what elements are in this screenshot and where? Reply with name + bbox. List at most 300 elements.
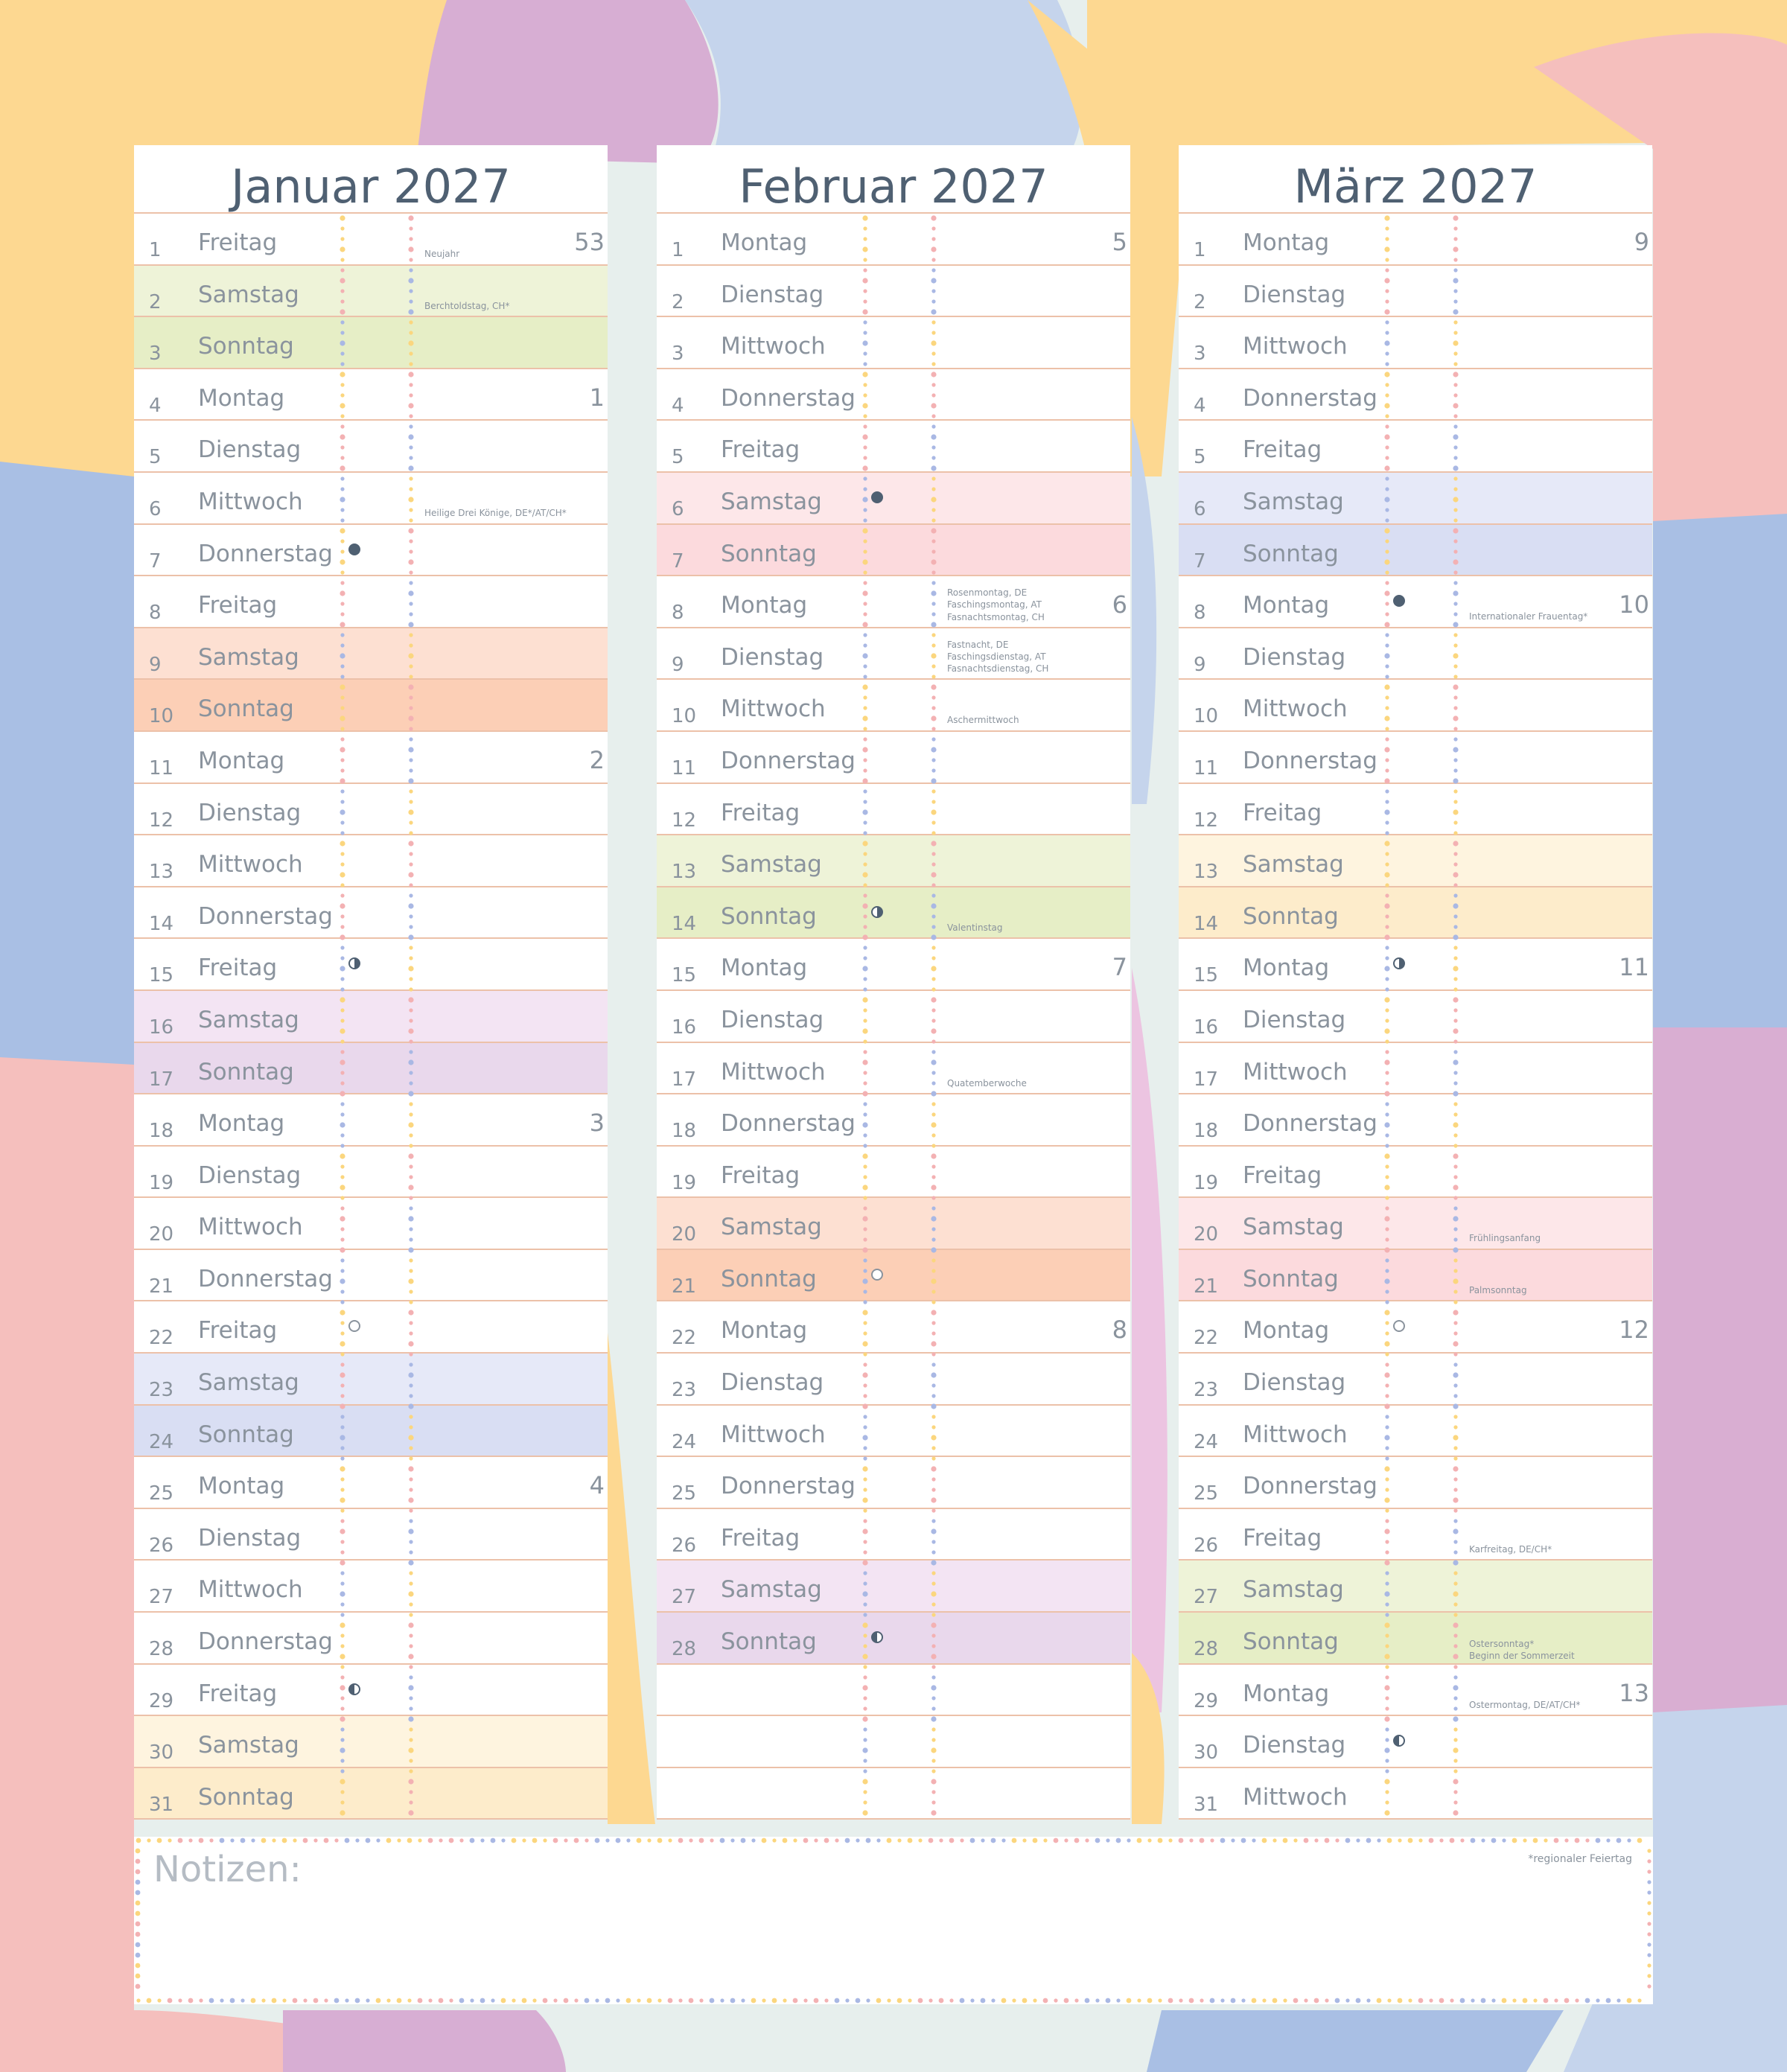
border-dot [1147,1838,1151,1842]
border-dot [1647,1932,1651,1936]
day-row[interactable] [134,1561,608,1613]
day-row[interactable] [657,835,1130,887]
day-row[interactable] [657,473,1130,525]
notes-box[interactable] [134,1837,1653,2004]
border-dot [772,1998,777,2004]
day-row[interactable] [1179,732,1652,784]
day-row[interactable] [657,266,1130,318]
border-dot [1200,1838,1205,1843]
day-row[interactable] [657,784,1130,836]
border-dot [261,1838,267,1843]
border-dot [1398,1838,1401,1842]
border-dot [532,1838,538,1843]
last-moon-icon [1393,1735,1405,1747]
day-row[interactable] [134,1768,608,1820]
border-dot [418,1838,421,1842]
border-dot [584,1998,590,2004]
day-row[interactable] [657,369,1130,421]
border-dot [908,1998,911,2002]
border-dot [1168,1998,1173,2004]
day-number: 4 [149,394,162,417]
border-dot [1627,1838,1631,1842]
day-number: 3 [149,342,162,366]
border-dot [626,1838,630,1842]
border-dot [1158,1838,1163,1843]
border-dot [1647,1901,1651,1904]
border-dot [345,1838,350,1843]
day-row[interactable] [1179,1250,1652,1302]
border-dot [689,1838,692,1842]
border-dot [949,1998,953,2002]
border-dot [1408,1998,1412,2002]
border-dot [616,1838,621,1843]
border-dot [501,1838,505,1842]
weekday-name: Sonntag [198,695,294,723]
day-row[interactable] [1179,939,1652,991]
border-dot [1418,1838,1422,1842]
day-row[interactable] [134,266,608,318]
day-row[interactable] [1179,473,1652,525]
weekday-name: Montag [1243,592,1330,619]
weekday-name: Sonntag [721,540,817,567]
weekday-name: Samstag [1243,1214,1344,1241]
day-number: 9 [1194,653,1206,676]
day-row[interactable] [1179,680,1652,732]
day-row[interactable] [657,1561,1130,1613]
border-dot [251,1838,255,1842]
border-dot [887,1838,892,1843]
day-row[interactable] [657,1094,1130,1147]
border-dot [981,1838,984,1842]
first-moon-icon [1393,957,1405,969]
holiday-label: Ostermontag, DE/AT/CH* [1469,1699,1581,1710]
day-row[interactable] [134,1198,608,1250]
day-row[interactable] [134,1354,608,1406]
border-dot [1647,1984,1651,1988]
day-row[interactable] [1179,1354,1652,1406]
day-number: 10 [672,705,697,728]
border-dot [814,1998,819,2004]
day-row[interactable] [1179,1509,1652,1561]
calendar-week-number: 10 [1619,590,1649,619]
border-dot [605,1998,611,2004]
border-dot [793,1998,798,2004]
border-dot [1262,1998,1266,2002]
day-row[interactable] [134,732,608,784]
day-row[interactable] [134,317,608,369]
day-row[interactable] [657,887,1130,940]
day-row[interactable] [657,1301,1130,1354]
day-row[interactable] [134,939,608,991]
day-row[interactable] [657,1768,1130,1820]
day-number: 11 [1194,756,1219,780]
day-row[interactable] [1179,1716,1652,1768]
day-row[interactable] [134,1406,608,1458]
border-dot [574,1998,578,2002]
day-row[interactable] [1179,628,1652,680]
border-dot [887,1998,891,2002]
day-number: 17 [672,1068,697,1091]
day-row[interactable] [1179,421,1652,473]
holiday-label: Valentinstag [947,922,1003,933]
border-dot [1377,1838,1380,1842]
border-dot [407,1998,411,2002]
border-dot [1325,1998,1328,2002]
day-number: 1 [672,239,684,261]
day-row[interactable] [134,369,608,421]
day-row[interactable] [1179,1301,1652,1354]
border-dot [366,1998,369,2002]
border-dot [647,1838,651,1842]
day-number: 16 [149,1016,174,1039]
border-dot [762,1838,767,1843]
day-row[interactable] [1179,317,1652,369]
day-row[interactable] [657,1457,1130,1509]
border-dot [1168,1838,1172,1842]
holiday-label: Rosenmontag, DE Faschingsmontag, AT Fasnachtsmontag, CH [947,587,1045,622]
day-row[interactable] [134,784,608,836]
border-dot [1241,1998,1245,2002]
border-dot [1471,1998,1474,2002]
day-number: 28 [149,1638,174,1661]
weekday-name: Freitag [1243,436,1322,464]
border-dot [1283,1998,1287,2002]
border-dot [1647,1869,1651,1873]
day-row[interactable] [134,680,608,732]
weekday-name: Donnerstag [1243,1110,1377,1138]
day-row[interactable] [134,628,608,680]
day-row[interactable] [657,317,1130,369]
day-number: 9 [672,653,684,676]
border-dot [1179,1998,1182,2002]
day-row[interactable] [657,1665,1130,1717]
day-number: 8 [1194,602,1206,625]
day-list [134,214,608,1820]
border-dot [783,1998,786,2002]
day-number: 15 [149,964,174,987]
day-row[interactable] [1179,1561,1652,1613]
border-dot [1272,1998,1278,2004]
day-row[interactable] [1179,369,1652,421]
notes-dotted-border [134,1837,1653,2004]
day-row[interactable] [1179,1094,1652,1147]
border-dot [918,1838,922,1842]
border-dot [1575,1998,1579,2002]
calendar-week-number: 3 [589,1109,605,1138]
day-row[interactable] [657,1716,1130,1768]
weekday-name: Freitag [198,954,278,982]
border-dot [1220,1998,1224,2002]
border-dot [897,1838,901,1842]
day-number: 7 [149,549,162,573]
border-dot [741,1838,746,1843]
border-dot [710,1838,713,1842]
day-row[interactable] [1179,835,1652,887]
weekday-name: Dienstag [1243,1369,1346,1397]
day-row[interactable] [657,525,1130,577]
border-dot [762,1998,765,2002]
day-row[interactable] [1179,266,1652,318]
day-row[interactable] [657,1147,1130,1199]
border-dot [1575,1838,1580,1843]
day-number: 13 [149,861,174,884]
border-dot [1418,1998,1424,2004]
day-row[interactable] [657,1354,1130,1406]
weekday-name: Freitag [1243,1161,1322,1189]
border-dot [1314,1998,1319,2004]
border-dot [970,1998,974,2002]
border-dot [136,1932,141,1937]
border-dot [1283,1838,1288,1843]
border-dot [928,1998,932,2002]
first-moon-icon [348,957,360,969]
day-row[interactable] [1179,525,1652,577]
border-dot [1033,1838,1038,1843]
weekday-name: Mittwoch [721,1421,826,1448]
full-moon-icon [871,1269,883,1281]
border-dot [1304,1838,1309,1843]
day-number: 20 [672,1223,697,1246]
border-dot [136,1901,141,1906]
border-dot [866,1838,871,1843]
border-dot [366,1838,371,1843]
day-row[interactable] [134,473,608,525]
border-dot [241,1998,244,2002]
border-dot [324,1998,328,2002]
weekday-name: Mittwoch [198,851,303,879]
border-dot [428,1998,432,2002]
border-dot [1606,1998,1611,2004]
holiday-label: Neujahr [424,249,460,259]
border-dot [1231,1998,1236,2004]
day-number: 27 [149,1586,174,1609]
day-number: 13 [1194,861,1219,884]
weekday-name: Dienstag [1243,643,1346,671]
border-dot [637,1998,640,2002]
day-number: 14 [149,912,174,935]
border-dot [1064,1838,1068,1842]
weekday-name: Mittwoch [1243,1058,1348,1086]
day-row[interactable] [134,1147,608,1199]
day-row[interactable] [657,1043,1130,1095]
weekday-name: Montag [198,1473,285,1500]
border-dot [1085,1998,1090,2004]
weekday-name: Donnerstag [198,902,333,930]
border-dot [136,1922,141,1927]
border-dot [282,1998,286,2002]
day-row[interactable] [657,1406,1130,1458]
calendar-week-number: 4 [589,1471,605,1500]
day-row[interactable] [1179,214,1652,266]
weekday-name: Samstag [198,1369,299,1397]
day-number: 24 [1194,1430,1219,1453]
weekday-name: Mittwoch [198,1214,303,1241]
border-dot [136,1880,141,1885]
border-dot [1647,1942,1651,1946]
day-number: 19 [149,1171,174,1194]
day-row[interactable] [134,1043,608,1095]
border-dot [1325,1838,1330,1843]
border-dot [1533,1838,1538,1843]
day-row[interactable] [657,1198,1130,1250]
weekday-name: Freitag [721,1524,800,1552]
day-row[interactable] [1179,1457,1652,1509]
border-dot [1512,1998,1516,2002]
border-dot [1293,1998,1299,2004]
day-row[interactable] [134,1509,608,1561]
day-row[interactable] [134,525,608,577]
holiday-label: Quatemberwoche [947,1077,1027,1088]
border-dot [439,1838,442,1842]
border-dot [1335,1998,1340,2004]
weekday-name: Dienstag [198,1524,302,1552]
border-dot [303,1998,307,2002]
day-number: 14 [672,912,697,935]
day-row[interactable] [134,1094,608,1147]
border-dot [313,1838,317,1842]
day-row[interactable] [134,1301,608,1354]
border-dot [699,1838,704,1843]
day-row[interactable] [134,991,608,1043]
day-row[interactable] [657,1613,1130,1665]
day-row[interactable] [1179,1147,1652,1199]
day-row[interactable] [657,732,1130,784]
day-row[interactable] [134,835,608,887]
border-dot [564,1838,567,1842]
weekday-name: Montag [721,954,808,982]
border-dot [261,1998,265,2002]
border-dot [1127,1838,1130,1842]
border-dot [1262,1838,1267,1843]
day-row[interactable] [1179,991,1652,1043]
weekday-name: Dienstag [721,1369,824,1397]
day-number: 4 [1194,394,1206,417]
new-moon-icon [1393,595,1405,607]
border-dot [1241,1838,1246,1843]
border-dot [1533,1998,1537,2002]
day-row[interactable] [134,1716,608,1768]
border-dot [1502,1838,1506,1842]
border-dot [1647,1953,1651,1957]
day-row[interactable] [657,628,1130,680]
day-row[interactable] [1179,576,1652,628]
day-row[interactable] [134,214,608,266]
border-dot [1189,1998,1194,2004]
weekday-name: Freitag [1243,1524,1322,1552]
border-dot [1220,1838,1226,1843]
holiday-label: Ostersonntag* Beginn der Sommerzeit [1469,1639,1575,1662]
day-number: 4 [672,394,684,417]
border-dot [824,1998,828,2002]
day-row[interactable] [657,680,1130,732]
weekday-name: Samstag [721,1576,822,1604]
day-row[interactable] [134,1665,608,1717]
border-dot [376,1998,381,2004]
border-dot [1596,1838,1601,1843]
border-dot [1637,1998,1641,2002]
border-dot [772,1838,776,1842]
day-number: 25 [1194,1482,1219,1505]
border-dot [1231,1838,1235,1842]
day-row[interactable] [657,991,1130,1043]
day-row[interactable] [1179,1665,1652,1717]
border-dot [1272,1838,1276,1842]
border-dot [1627,1998,1632,2004]
day-row[interactable] [134,1613,608,1665]
day-row[interactable] [1179,784,1652,836]
day-row[interactable] [1179,1406,1652,1458]
weekday-name: Samstag [198,1006,299,1033]
day-row[interactable] [657,576,1130,628]
calendar-week-number: 2 [589,745,605,774]
border-dot [334,1998,340,2004]
border-dot [1616,1998,1620,2002]
day-row[interactable] [657,939,1130,991]
day-row[interactable] [657,1250,1130,1302]
weekday-name: Donnerstag [198,1265,333,1292]
day-number: 19 [1194,1171,1219,1194]
border-dot [136,1849,141,1854]
day-row[interactable] [134,1250,608,1302]
border-dot [793,1838,797,1842]
day-row[interactable] [134,1457,608,1509]
day-row[interactable] [134,576,608,628]
border-dot [1523,1838,1526,1842]
border-dot [1314,1838,1318,1842]
border-dot [1398,1998,1403,2004]
day-row[interactable] [1179,1198,1652,1250]
border-dot [605,1838,609,1842]
day-row[interactable] [134,421,608,473]
border-dot [1596,1998,1599,2002]
border-dot [136,1998,140,2002]
border-dot [1033,1998,1036,2002]
border-dot [1147,1998,1153,2004]
new-moon-icon [871,491,883,503]
border-dot [397,1998,402,2004]
day-row[interactable] [1179,887,1652,940]
day-row[interactable] [1179,1613,1652,1665]
border-dot [1439,1998,1444,2004]
border-dot [866,1998,870,2002]
day-number: 1 [1194,239,1206,261]
border-dot [637,1838,642,1843]
border-dot [1647,1963,1651,1967]
weekday-name: Dienstag [1243,1006,1346,1033]
border-dot [1544,1998,1549,2004]
day-number: 13 [672,861,697,884]
day-row[interactable] [657,1509,1130,1561]
border-dot [1001,1838,1005,1842]
border-dot [522,1998,527,2004]
day-row[interactable] [1179,1043,1652,1095]
border-dot [1356,1998,1361,2004]
day-row[interactable] [1179,1768,1652,1820]
border-dot [1137,1998,1141,2002]
border-dot [136,1859,141,1864]
day-row[interactable] [134,887,608,940]
day-row[interactable] [657,421,1130,473]
weekday-name: Freitag [721,436,800,464]
border-dot [991,1998,995,2002]
day-number: 27 [672,1586,697,1609]
border-dot [272,1838,275,1842]
day-row[interactable] [657,214,1130,266]
border-dot [1200,1998,1203,2002]
weekday-name: Samstag [198,281,299,308]
border-dot [856,1998,861,2004]
day-number: 9 [149,653,162,676]
